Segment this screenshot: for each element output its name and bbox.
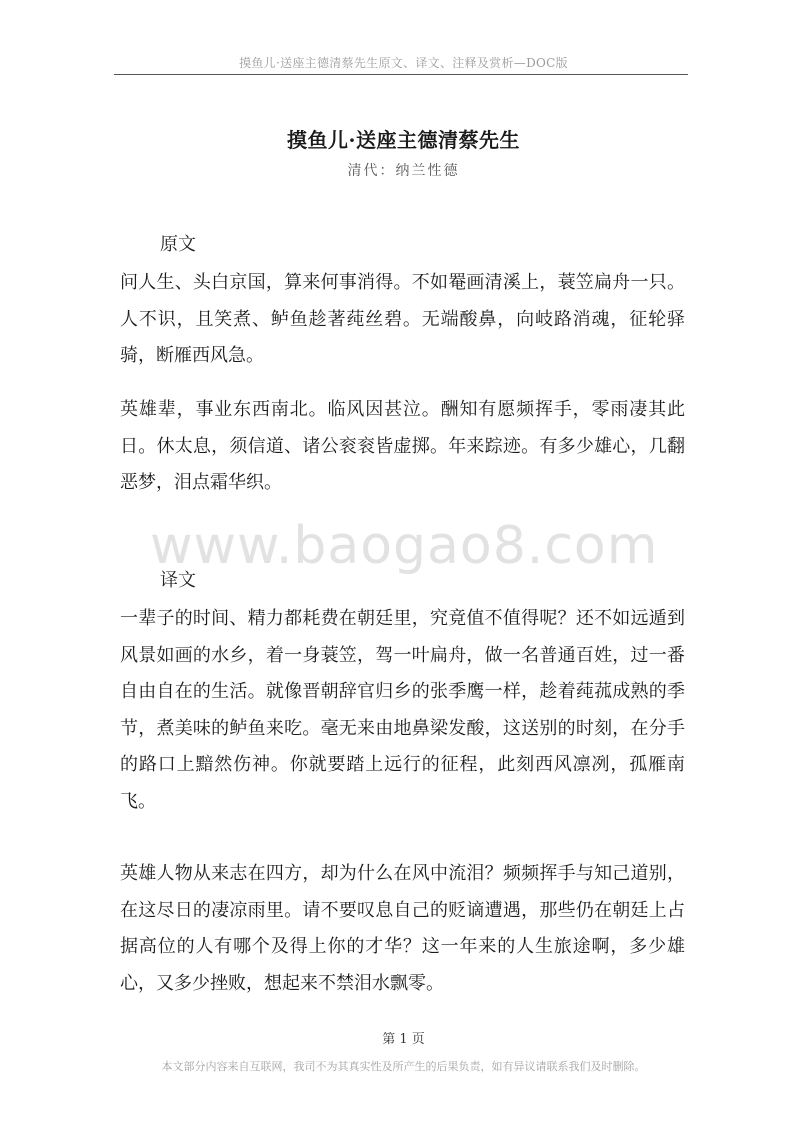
original-heading: 原文 <box>160 234 196 255</box>
poem-author: 清代：纳兰性德 <box>347 163 460 179</box>
page-number: 第 1 页 <box>382 1032 425 1047</box>
translation-heading: 译文 <box>160 570 196 591</box>
poem-title: 摸鱼儿·送座主德清蔡先生 <box>287 128 520 152</box>
header-divider <box>114 74 688 75</box>
translation-paragraph-1: 一辈子的时间、精力都耗费在朝廷里，究竟值不值得呢？还不如远遁到风景如画的水乡，着一身蓑笠，驾一叶扁舟，做一名普通百姓，过一番自由自在的生活。就像晋朝辞官归乡的张季鹰一样，趁着莼菰成熟的季节，煮美味的鲈鱼来吃。毫无来由地鼻梁发酸，这送别的时刻，在分手的路口上黯然伤神。你就要踏上远行的征程，此刻西风凛冽，孤雁南飞。 <box>120 608 685 812</box>
watermark: www.baogao8.com <box>150 516 659 576</box>
page-footer-disclaimer: 本文部分内容来自互联网，我司不为其真实性及所产生的后果负责，如有异议请联系我们及时删除。 <box>161 1060 646 1073</box>
original-paragraph-2: 英雄辈，事业东西南北。临风因甚泣。酬知有愿频挥手，零雨凄其此日。休太息，须信道、诸公衮衮皆虚掷。年来踪迹。有多少雄心，几翻恶梦，泪点霜华织。 <box>120 399 685 493</box>
page-header: 摸鱼儿·送座主德清蔡先生原文、译文、注释及赏析—DOC版 <box>239 56 568 70</box>
original-paragraph-1: 问人生、头白京国，算来何事消得。不如罨画清溪上，蓑笠扁舟一只。人不识，且笑煮、鲈鱼趁著莼丝碧。无端酸鼻，向岐路消魂，征轮驿骑，断雁西风急。 <box>120 272 685 366</box>
translation-paragraph-2: 英雄人物从来志在四方，却为什么在风中流泪？频频挥手与知己道别，在这尽日的凄凉雨里。请不要叹息自己的贬谪遭遇，那些仍在朝廷上占据高位的人有哪个及得上你的才华？这一年来的人生旅途啊，多少雄心，又多少挫败，想起来不禁泪水飘零。 <box>120 863 685 994</box>
